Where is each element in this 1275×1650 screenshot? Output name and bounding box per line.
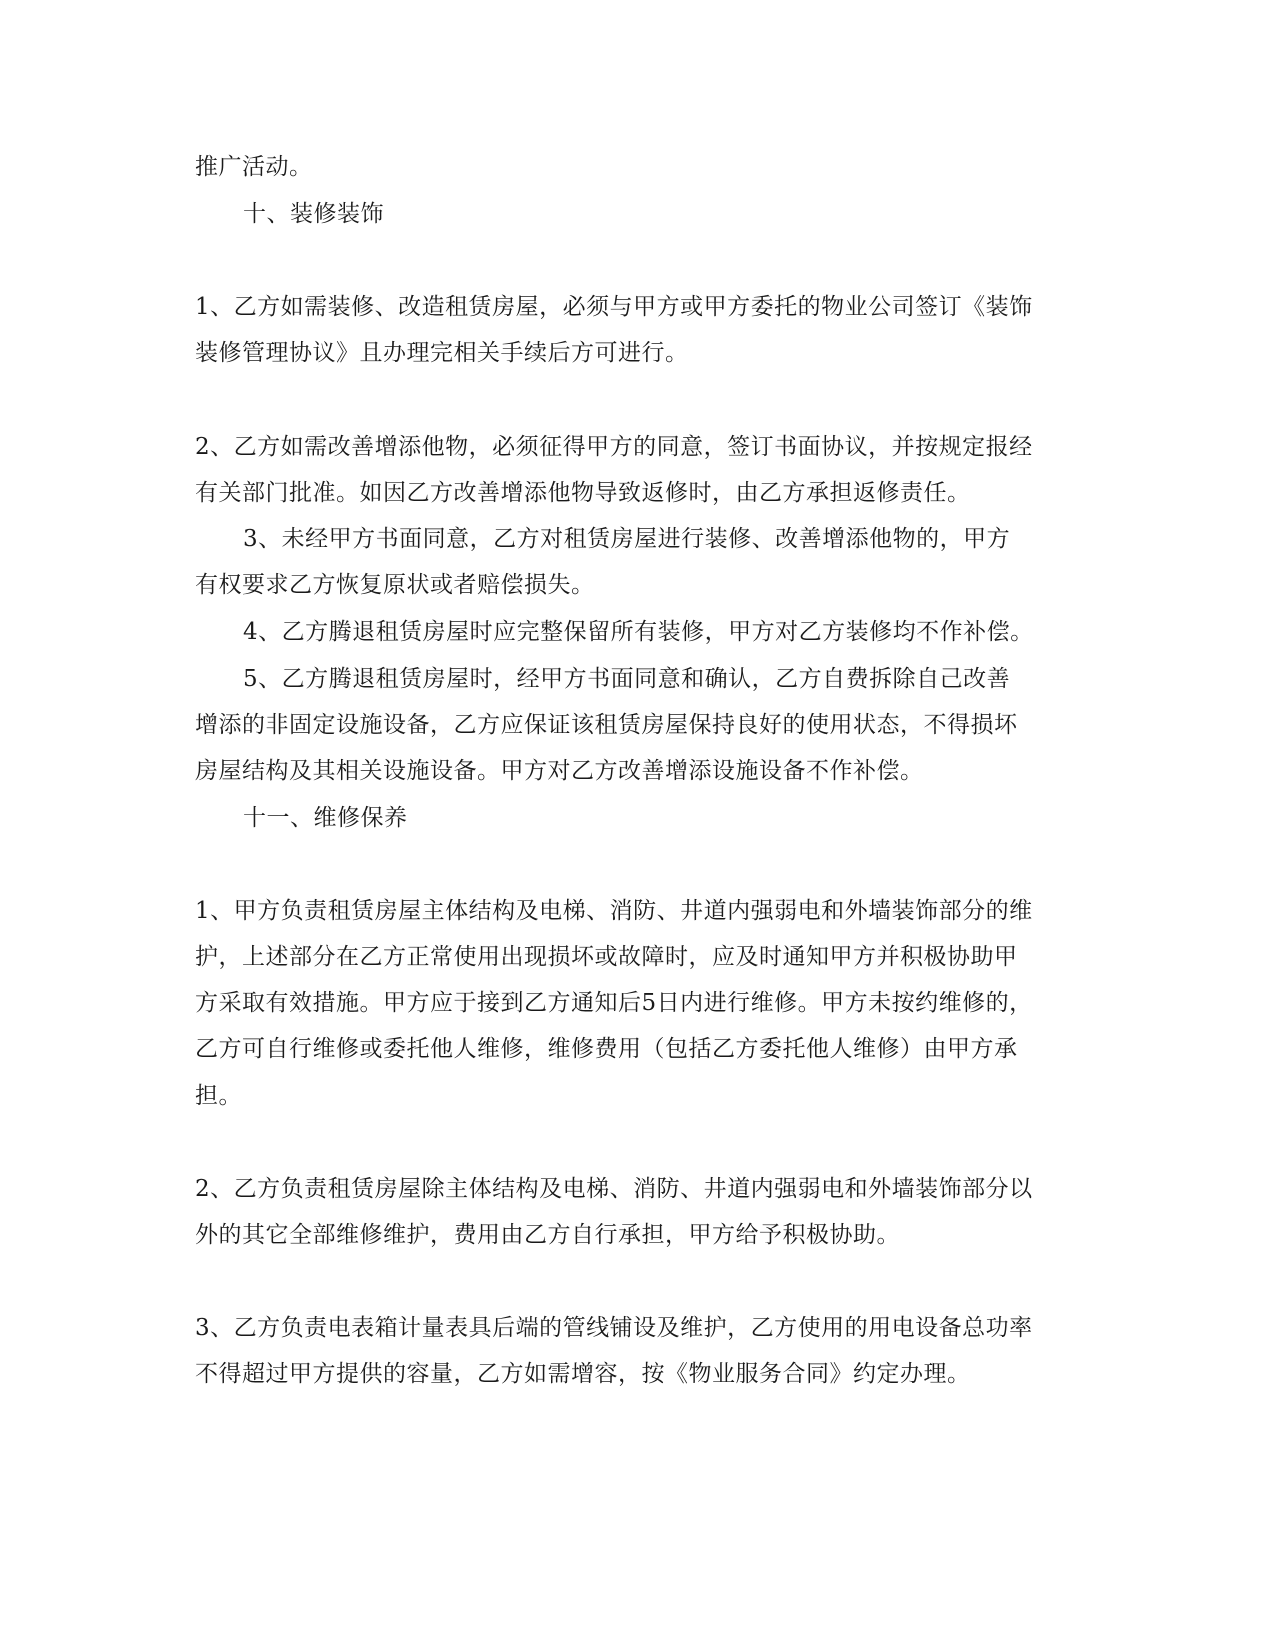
text-line: 2、乙方如需改善增添他物，必须征得甲方的同意，签订书面协议，并按规定报经 bbox=[195, 434, 1033, 460]
text-line: 3、乙方负责电表箱计量表具后端的管线铺设及维护，乙方使用的用电设备总功率 bbox=[195, 1315, 1033, 1341]
text-line: 推广活动。 bbox=[195, 154, 313, 180]
text-line: 担。 bbox=[195, 1083, 242, 1109]
text-line: 装修管理协议》且办理完相关手续后方可进行。 bbox=[195, 340, 689, 366]
text-line: 外的其它全部维修维护，费用由乙方自行承担，甲方给予积极协助。 bbox=[195, 1222, 900, 1248]
text-line: 不得超过甲方提供的容量，乙方如需增容，按《物业服务合同》约定办理。 bbox=[195, 1361, 971, 1387]
text-line: 3、未经甲方书面同意，乙方对租赁房屋进行装修、改善增添他物的，甲方 bbox=[243, 526, 1011, 552]
text-line: 有权要求乙方恢复原状或者赔偿损失。 bbox=[195, 572, 595, 598]
text-line: 2、乙方负责租赁房屋除主体结构及电梯、消防、井道内强弱电和外墙装饰部分以 bbox=[195, 1176, 1033, 1202]
text-line: 有关部门批准。如因乙方改善增添他物导致返修时，由乙方承担返修责任。 bbox=[195, 480, 971, 506]
text-line: 1、甲方负责租赁房屋主体结构及电梯、消防、井道内强弱电和外墙装饰部分的维 bbox=[195, 898, 1033, 924]
text-line: 增添的非固定设施设备，乙方应保证该租赁房屋保持良好的使用状态，不得损坏 bbox=[195, 712, 1018, 738]
section-heading: 十、装修装饰 bbox=[243, 201, 384, 227]
text-line: 5、乙方腾退租赁房屋时，经甲方书面同意和确认，乙方自费拆除自己改善 bbox=[243, 666, 1011, 692]
text-line: 1、乙方如需装修、改造租赁房屋，必须与甲方或甲方委托的物业公司签订《装饰 bbox=[195, 294, 1033, 320]
section-heading: 十一、维修保养 bbox=[243, 805, 408, 831]
text-line: 4、乙方腾退租赁房屋时应完整保留所有装修，甲方对乙方装修均不作补偿。 bbox=[243, 619, 1034, 645]
text-line: 护，上述部分在乙方正常使用出现损坏或故障时，应及时通知甲方并积极协助甲 bbox=[195, 944, 1018, 970]
text-line: 乙方可自行维修或委托他人维修，维修费用（包括乙方委托他人维修）由甲方承 bbox=[195, 1036, 1018, 1062]
text-line: 方采取有效措施。甲方应于接到乙方通知后5日内进行维修。甲方未按约维修的， bbox=[195, 990, 1033, 1016]
text-line: 房屋结构及其相关设施设备。甲方对乙方改善增添设施设备不作补偿。 bbox=[195, 758, 924, 784]
